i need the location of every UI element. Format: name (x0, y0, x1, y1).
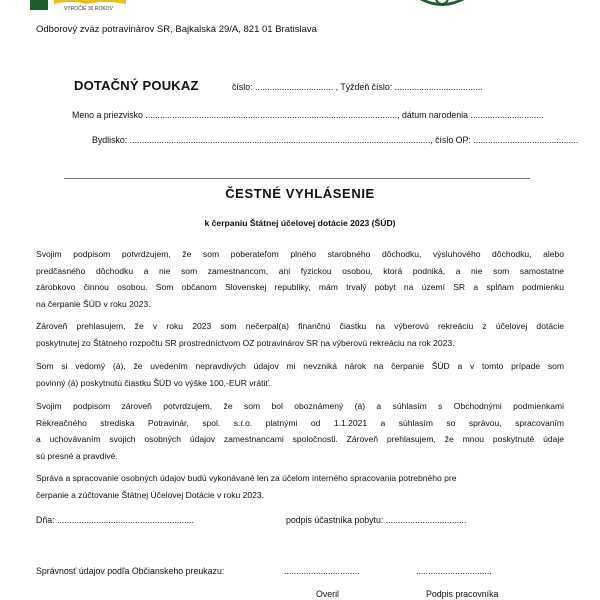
paragraph-eligibility: Svojim podpisom potvrdzujem, že som poberateľom plného starobného dôchodku, výsluhového dôchodku, alebo predčasného dôchodku a nie som zamestnancom, ani fyzickou osobou, ktorá podniká, a nie som samostatne zárobkovo činnou osobou. Som občanom Slovenskej republiky, mám trvalý pobyt na území SR a spĺňam podmienku na čerpanie ŠÚD v roku 2023. (36, 249, 564, 309)
address-idcard-row: Bydlisko: ..........................................................................................................................., číslo OP: ........................................... (92, 135, 579, 145)
section-divider (64, 178, 530, 179)
paragraph-false-data: Som si vedomý (á), že uvedením nepravdivých údajov mi nevzniká nárok na čerpanie ŠÚD a v tomto prípade som povinný (á) poskytnutú čiastku ŠÚD vo výške 100,-EUR vrátiť. (36, 361, 564, 388)
voucher-title: DOTAČNÝ POUKAZ (74, 78, 199, 93)
union-logo-30-years (30, 0, 134, 18)
paragraph-data-processing: Správa a spracovanie osobných údajov budú vykonávané len za účelom interného spracovania potrebného pre čerpanie a zúčtovanie Štátnej Účelovej Dotácie v roku 2023. (36, 473, 457, 500)
verifier-dots: ............................... (284, 566, 360, 576)
participant-signature-field: podpis účastníka pobytu: ................................. (286, 515, 467, 525)
verified-label: Overil (316, 589, 339, 599)
paragraph-no-prior-use: Zároveň prehlasujem, že v roku 2023 som nečerpal(a) finančnú čiastku na výberovú rekreáciu z účelovej dotácie poskytnutej zo Štátneho rozpočtu SR prostredníctvom OZ potravinárov SR na výberovú rekreáciu na rok 2023. (36, 321, 564, 348)
declaration-subtitle: k čerpaniu Štátnej účelovej dotácie 2023 (ŠÚD) (204, 218, 396, 228)
employee-signature-label: Podpis pracovníka (426, 589, 499, 599)
name-birthdate-row: Meno a priezvisko ......................................................................................................., dátum narodenia .............................. (72, 110, 544, 120)
voucher-number-week-row: číslo: ................................ , Týždeň číslo: .................................... (232, 82, 483, 92)
declaration-title: ČESTNÉ VYHLÁSENIE (225, 186, 375, 201)
partner-logo (402, 0, 482, 12)
date-field: Dňa: ........................................................ (36, 515, 194, 525)
employee-dots: ............................... (416, 566, 492, 576)
organization-address: Odborový zväz potravinárov SR, Bajkalská 29/A, 821 01 Bratislava (36, 24, 317, 35)
paragraph-terms-consent: Svojim podpisom zároveň potvrdzujem, že som bol oboznámený (á) a súhlasím s Obchodnými podmienkami Rekreačného strediska Potravinár, spol. s.r.o. platnými od 1.1.2021 a súhlasím so správou, spracovaním a uchovávaním svojich osobných údajov zamestnancami spoločnosti. Zároveň prehlasujem, že mnou poskytnuté údaje sú presné a pravdivé. (36, 401, 564, 461)
logo-anniversary-text: VÝROČIE 30 ROKOV (64, 6, 113, 12)
id-check-label: Správnosť údajov podľa Občianskeho preukazu: (36, 566, 225, 576)
